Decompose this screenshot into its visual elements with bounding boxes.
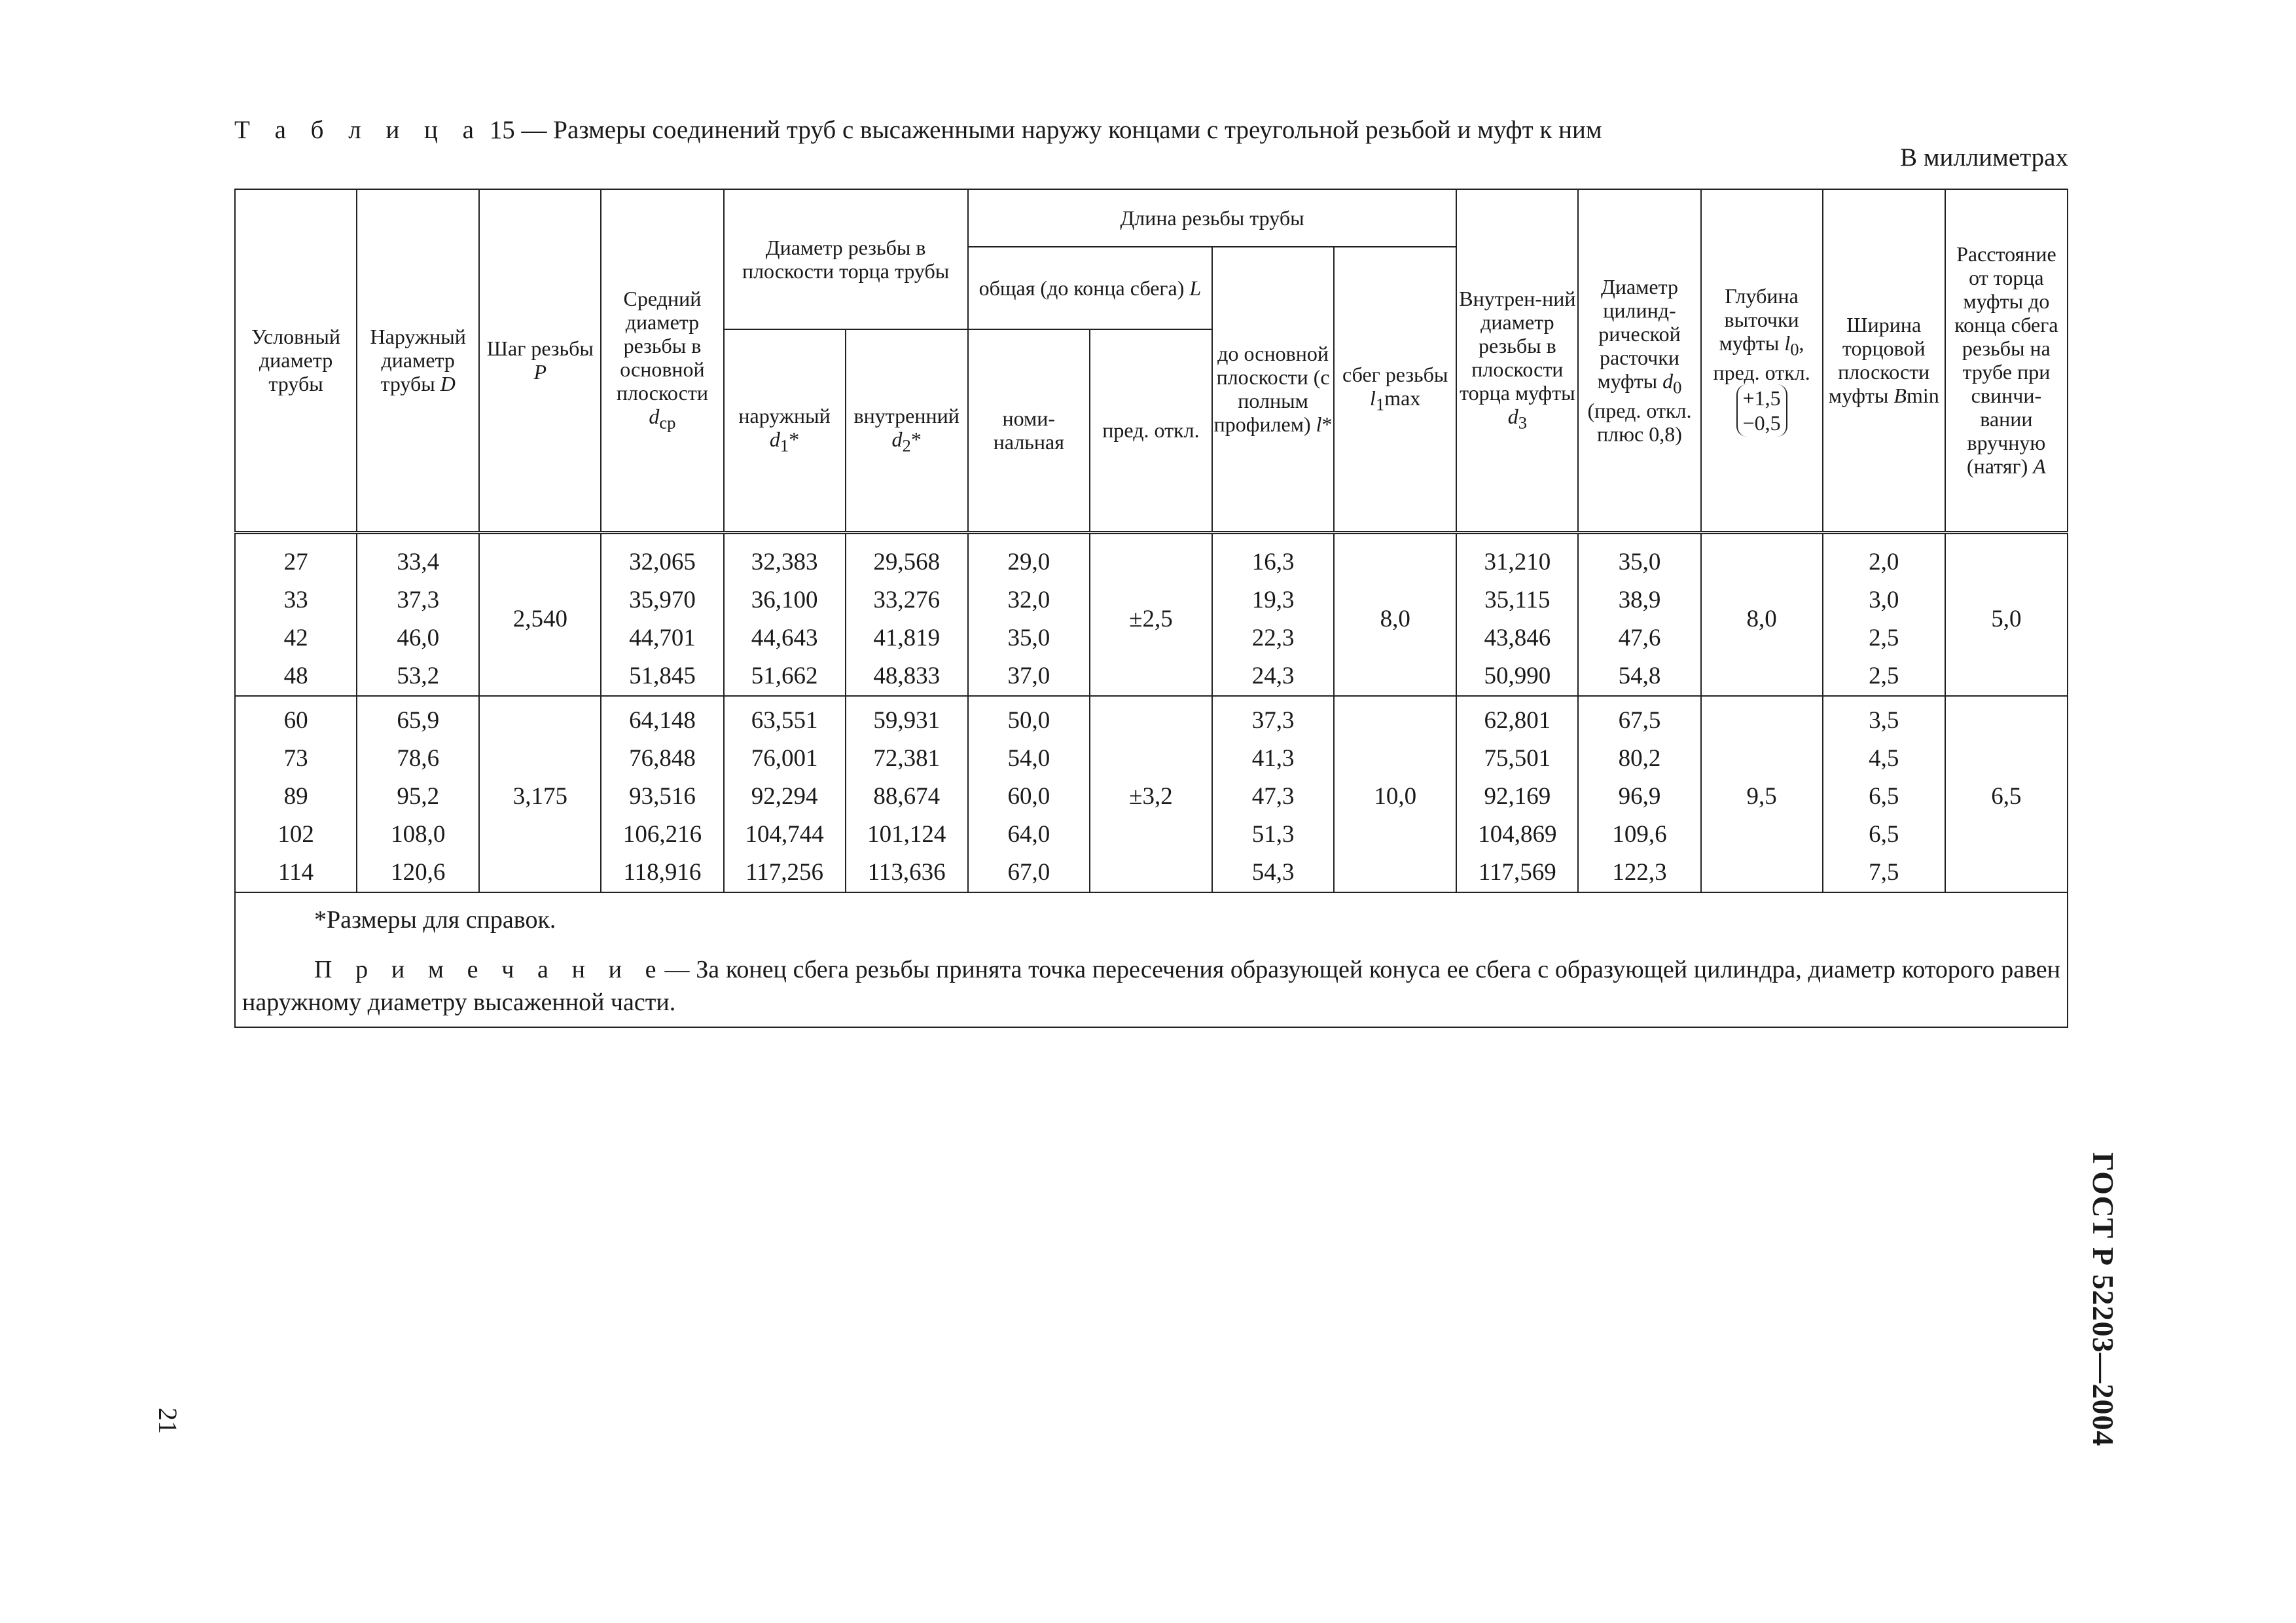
- header-mean-diameter: [601, 189, 723, 532]
- table-cell: 46,0: [357, 619, 479, 657]
- table-cell: 62,801: [1456, 696, 1578, 740]
- table-cell: 60,0: [968, 778, 1090, 816]
- table-cell: 6,5: [1823, 778, 1945, 816]
- table-cell: 54,3: [1212, 854, 1334, 892]
- note-text: — За конец сбега резьбы принята точка пересечения образующей конуса ее сбега с образующей цилиндра, диаметр которого равен наружному диаметру высаженной части.: [242, 955, 2060, 1016]
- header-text: 1: [1375, 393, 1385, 414]
- table-cell: 117,256: [724, 854, 846, 892]
- header-outer-d1: [724, 329, 846, 532]
- table-cell: 2,5: [1823, 657, 1945, 696]
- table-cell: 37,3: [1212, 696, 1334, 740]
- header-thread-runout: [1334, 247, 1456, 532]
- header-text: Глубина выточки муфты: [1719, 283, 1799, 355]
- table-cell: 63,551: [724, 696, 846, 740]
- header-inner-diameter: [1456, 189, 1578, 532]
- table-cell: 6,5: [1823, 816, 1945, 854]
- table-cell: 92,294: [724, 778, 846, 816]
- table-cell: 37,3: [357, 581, 479, 619]
- table-cell: 3,0: [1823, 581, 1945, 619]
- table-cell: 51,3: [1212, 816, 1334, 854]
- table-cell: 76,001: [724, 740, 846, 778]
- header-outer-diameter: [357, 189, 479, 532]
- table-cell: 80,2: [1578, 740, 1700, 778]
- table-cell: 38,9: [1578, 581, 1700, 619]
- table-cell: 48: [235, 657, 357, 696]
- header-nominal: [968, 329, 1090, 532]
- header-text: 3: [1518, 412, 1528, 432]
- table-cell: 122,3: [1578, 854, 1700, 892]
- header-text: B: [1893, 384, 1907, 408]
- header-bore-diameter: [1578, 189, 1700, 532]
- table-cell: 118,916: [601, 854, 723, 892]
- table-cell: 35,0: [968, 619, 1090, 657]
- header-text: пред. откл.: [1102, 418, 1200, 443]
- table-cell: 88,674: [846, 778, 968, 816]
- table-cell: 104,744: [724, 816, 846, 854]
- standard-designation: ГОСТ Р 52203—2004: [2087, 1152, 2120, 1447]
- table-cell: 93,516: [601, 778, 723, 816]
- table-cell: 31,210: [1456, 532, 1578, 581]
- header-text: *: [789, 427, 800, 451]
- table-cell: 43,846: [1456, 619, 1578, 657]
- table-cell: 33,276: [846, 581, 968, 619]
- header-text: сбег резьбы: [1342, 362, 1448, 386]
- header-text: внутренний: [853, 403, 960, 428]
- runout-cell: 8,0: [1334, 532, 1456, 696]
- table-cell: 60: [235, 696, 357, 740]
- table-cell: 7,5: [1823, 854, 1945, 892]
- table-cell: 35,970: [601, 581, 723, 619]
- table-cell: 50,0: [968, 696, 1090, 740]
- distance-cell: 5,0: [1945, 532, 2068, 696]
- header-text: Шаг резьбы: [486, 337, 594, 361]
- header-nominal-diameter: [235, 189, 357, 532]
- header-tolerance: [1090, 329, 1212, 532]
- table-cell: 51,845: [601, 657, 723, 696]
- table-cell: 37,0: [968, 657, 1090, 696]
- table-cell: 64,148: [601, 696, 723, 740]
- table-cell: 16,3: [1212, 532, 1334, 581]
- header-text: Диаметр цилинд-рической расточки муфты: [1597, 274, 1681, 393]
- header-text: l: [1784, 331, 1791, 355]
- table-cell: 27: [235, 532, 357, 581]
- table-cell: 65,9: [357, 696, 479, 740]
- table-cell: 108,0: [357, 816, 479, 854]
- table-cell: 109,6: [1578, 816, 1700, 854]
- header-text: *: [910, 427, 922, 451]
- table-cell: 92,169: [1456, 778, 1578, 816]
- groove-cell: 8,0: [1701, 532, 1823, 696]
- note-label: П р и м е ч а н и е: [314, 955, 665, 983]
- table-cell: 35,115: [1456, 581, 1578, 619]
- notes-section: [235, 892, 2068, 1027]
- header-groove-depth: [1701, 189, 1823, 532]
- table-cell: 106,216: [601, 816, 723, 854]
- table-row: [235, 532, 2068, 581]
- table-cell: 95,2: [357, 778, 479, 816]
- table-cell: 59,931: [846, 696, 968, 740]
- table-cell: 67,5: [1578, 696, 1700, 740]
- table-cell: 75,501: [1456, 740, 1578, 778]
- header-text: *: [1321, 412, 1333, 437]
- groove-tolerance: [1736, 384, 1787, 437]
- table-cell: 114: [235, 854, 357, 892]
- header-text: d: [769, 427, 780, 451]
- notes-cell: [235, 892, 2068, 1027]
- table-cell: 101,124: [846, 816, 968, 854]
- header-text: Условный диаметр трубы: [251, 325, 340, 396]
- header-text: 2: [902, 435, 911, 455]
- table-cell: 104,869: [1456, 816, 1578, 854]
- table-row: [235, 696, 2068, 740]
- groove-cell: 9,5: [1701, 696, 1823, 892]
- table-cell: 47,3: [1212, 778, 1334, 816]
- header-text: Наружный диаметр трубы: [370, 325, 466, 396]
- table-cell: 102: [235, 816, 357, 854]
- table-cell: 24,3: [1212, 657, 1334, 696]
- table-cell: 89: [235, 778, 357, 816]
- header-text: l: [1316, 412, 1322, 437]
- header-text: (пред. откл. плюс 0,8): [1587, 398, 1692, 446]
- header-text: наружный: [738, 403, 831, 428]
- footnote: *Размеры для справок.: [314, 905, 556, 934]
- header-text: d: [649, 404, 660, 428]
- header-inner-d2: [846, 329, 968, 532]
- header-text: −0,5: [1742, 410, 1781, 435]
- group-2: [235, 696, 2068, 892]
- note: [242, 953, 2060, 1019]
- table-cell: 32,065: [601, 532, 723, 581]
- table-cell: 47,6: [1578, 619, 1700, 657]
- header-thread-diameter: [724, 189, 968, 329]
- header-text: max: [1384, 386, 1421, 410]
- header-text: Внутрен-ний диаметр резьбы в плоскости торца муфты: [1459, 286, 1576, 405]
- header-text: Расстояние от торца муфты до конца сбега резьбы на трубе при свинчи-вании вручную (натяг): [1954, 242, 2058, 479]
- header-text: номи-нальная: [993, 407, 1064, 454]
- table-cell: 113,636: [846, 854, 968, 892]
- table-cell: 54,8: [1578, 657, 1700, 696]
- header-text: +1,5: [1742, 386, 1781, 410]
- header-text: , пред. откл.: [1713, 331, 1810, 384]
- header-text: 0: [1790, 338, 1799, 359]
- table-caption: [234, 115, 1602, 145]
- table-cell: 2,0: [1823, 532, 1945, 581]
- table-cell: 44,701: [601, 619, 723, 657]
- header-text: 1: [780, 435, 789, 455]
- header-text: l: [1370, 386, 1376, 410]
- table-cell: 22,3: [1212, 619, 1334, 657]
- table-cell: 2,5: [1823, 619, 1945, 657]
- table-cell: 33: [235, 581, 357, 619]
- caption-text: 15 — Размеры соединений труб с высаженными наружу концами с треугольной резьбой и муфт к ним: [489, 116, 1602, 144]
- header-face-width: [1823, 189, 1945, 532]
- header-text: 0: [1673, 376, 1682, 397]
- header-text: общая (до конца сбега): [978, 276, 1190, 300]
- distance-cell: 6,5: [1945, 696, 2068, 892]
- table-cell: 32,383: [724, 532, 846, 581]
- table-cell: 76,848: [601, 740, 723, 778]
- table-cell: 29,0: [968, 532, 1090, 581]
- header-text: L: [1189, 276, 1202, 300]
- group-1: [235, 532, 2068, 696]
- header-text: A: [2033, 454, 2046, 479]
- table-cell: 51,662: [724, 657, 846, 696]
- table-cell: 117,569: [1456, 854, 1578, 892]
- header-text: Длина резьбы трубы: [1120, 206, 1304, 230]
- caption-prefix: Т а б л и ц а: [234, 116, 483, 144]
- runout-cell: 10,0: [1334, 696, 1456, 892]
- header-total-length: [968, 247, 1212, 329]
- header-thread-pitch: [479, 189, 601, 532]
- header-text: до основной плоскости (с полным профилем): [1213, 342, 1330, 437]
- table-cell: 41,3: [1212, 740, 1334, 778]
- table-cell: 73: [235, 740, 357, 778]
- units-label: В миллиметрах: [1900, 143, 2068, 172]
- header-text: ср: [659, 412, 676, 432]
- dimensions-table: [234, 189, 2068, 1028]
- table-cell: 64,0: [968, 816, 1090, 854]
- table-cell: 50,990: [1456, 657, 1578, 696]
- table-cell: 19,3: [1212, 581, 1334, 619]
- table-cell: 67,0: [968, 854, 1090, 892]
- table-cell: 78,6: [357, 740, 479, 778]
- header-text: d: [891, 427, 903, 451]
- pitch-cell: 2,540: [479, 532, 601, 696]
- header-text: Средний диаметр резьбы в основной плоскости: [616, 286, 708, 405]
- tolerance-cell: ±3,2: [1090, 696, 1212, 892]
- table-cell: 96,9: [1578, 778, 1700, 816]
- header-text: Диаметр резьбы в плоскости торца трубы: [742, 236, 950, 283]
- table-cell: 4,5: [1823, 740, 1945, 778]
- header-text: D: [440, 372, 456, 396]
- header-text: min: [1906, 384, 1939, 408]
- table-cell: 36,100: [724, 581, 846, 619]
- tolerance-cell: ±2,5: [1090, 532, 1212, 696]
- table-cell: 72,381: [846, 740, 968, 778]
- table-cell: 35,0: [1578, 532, 1700, 581]
- table-cell: 54,0: [968, 740, 1090, 778]
- header-text: Ширина торцовой плоскости муфты: [1828, 313, 1930, 408]
- table-cell: 120,6: [357, 854, 479, 892]
- header-text: d: [1662, 369, 1674, 393]
- header-text: d: [1507, 404, 1518, 428]
- table-cell: 33,4: [357, 532, 479, 581]
- table-cell: 44,643: [724, 619, 846, 657]
- table-cell: 41,819: [846, 619, 968, 657]
- table-cell: 29,568: [846, 532, 968, 581]
- table-cell: 53,2: [357, 657, 479, 696]
- table-cell: 3,5: [1823, 696, 1945, 740]
- page-number: 21: [153, 1408, 183, 1434]
- table-cell: 48,833: [846, 657, 968, 696]
- table-cell: 32,0: [968, 581, 1090, 619]
- header-thread-length: [968, 189, 1457, 247]
- header-full-profile-length: [1212, 247, 1334, 532]
- header-text: P: [533, 360, 547, 384]
- table-cell: 42: [235, 619, 357, 657]
- pitch-cell: 3,175: [479, 696, 601, 892]
- header-makeup-distance: [1945, 189, 2068, 532]
